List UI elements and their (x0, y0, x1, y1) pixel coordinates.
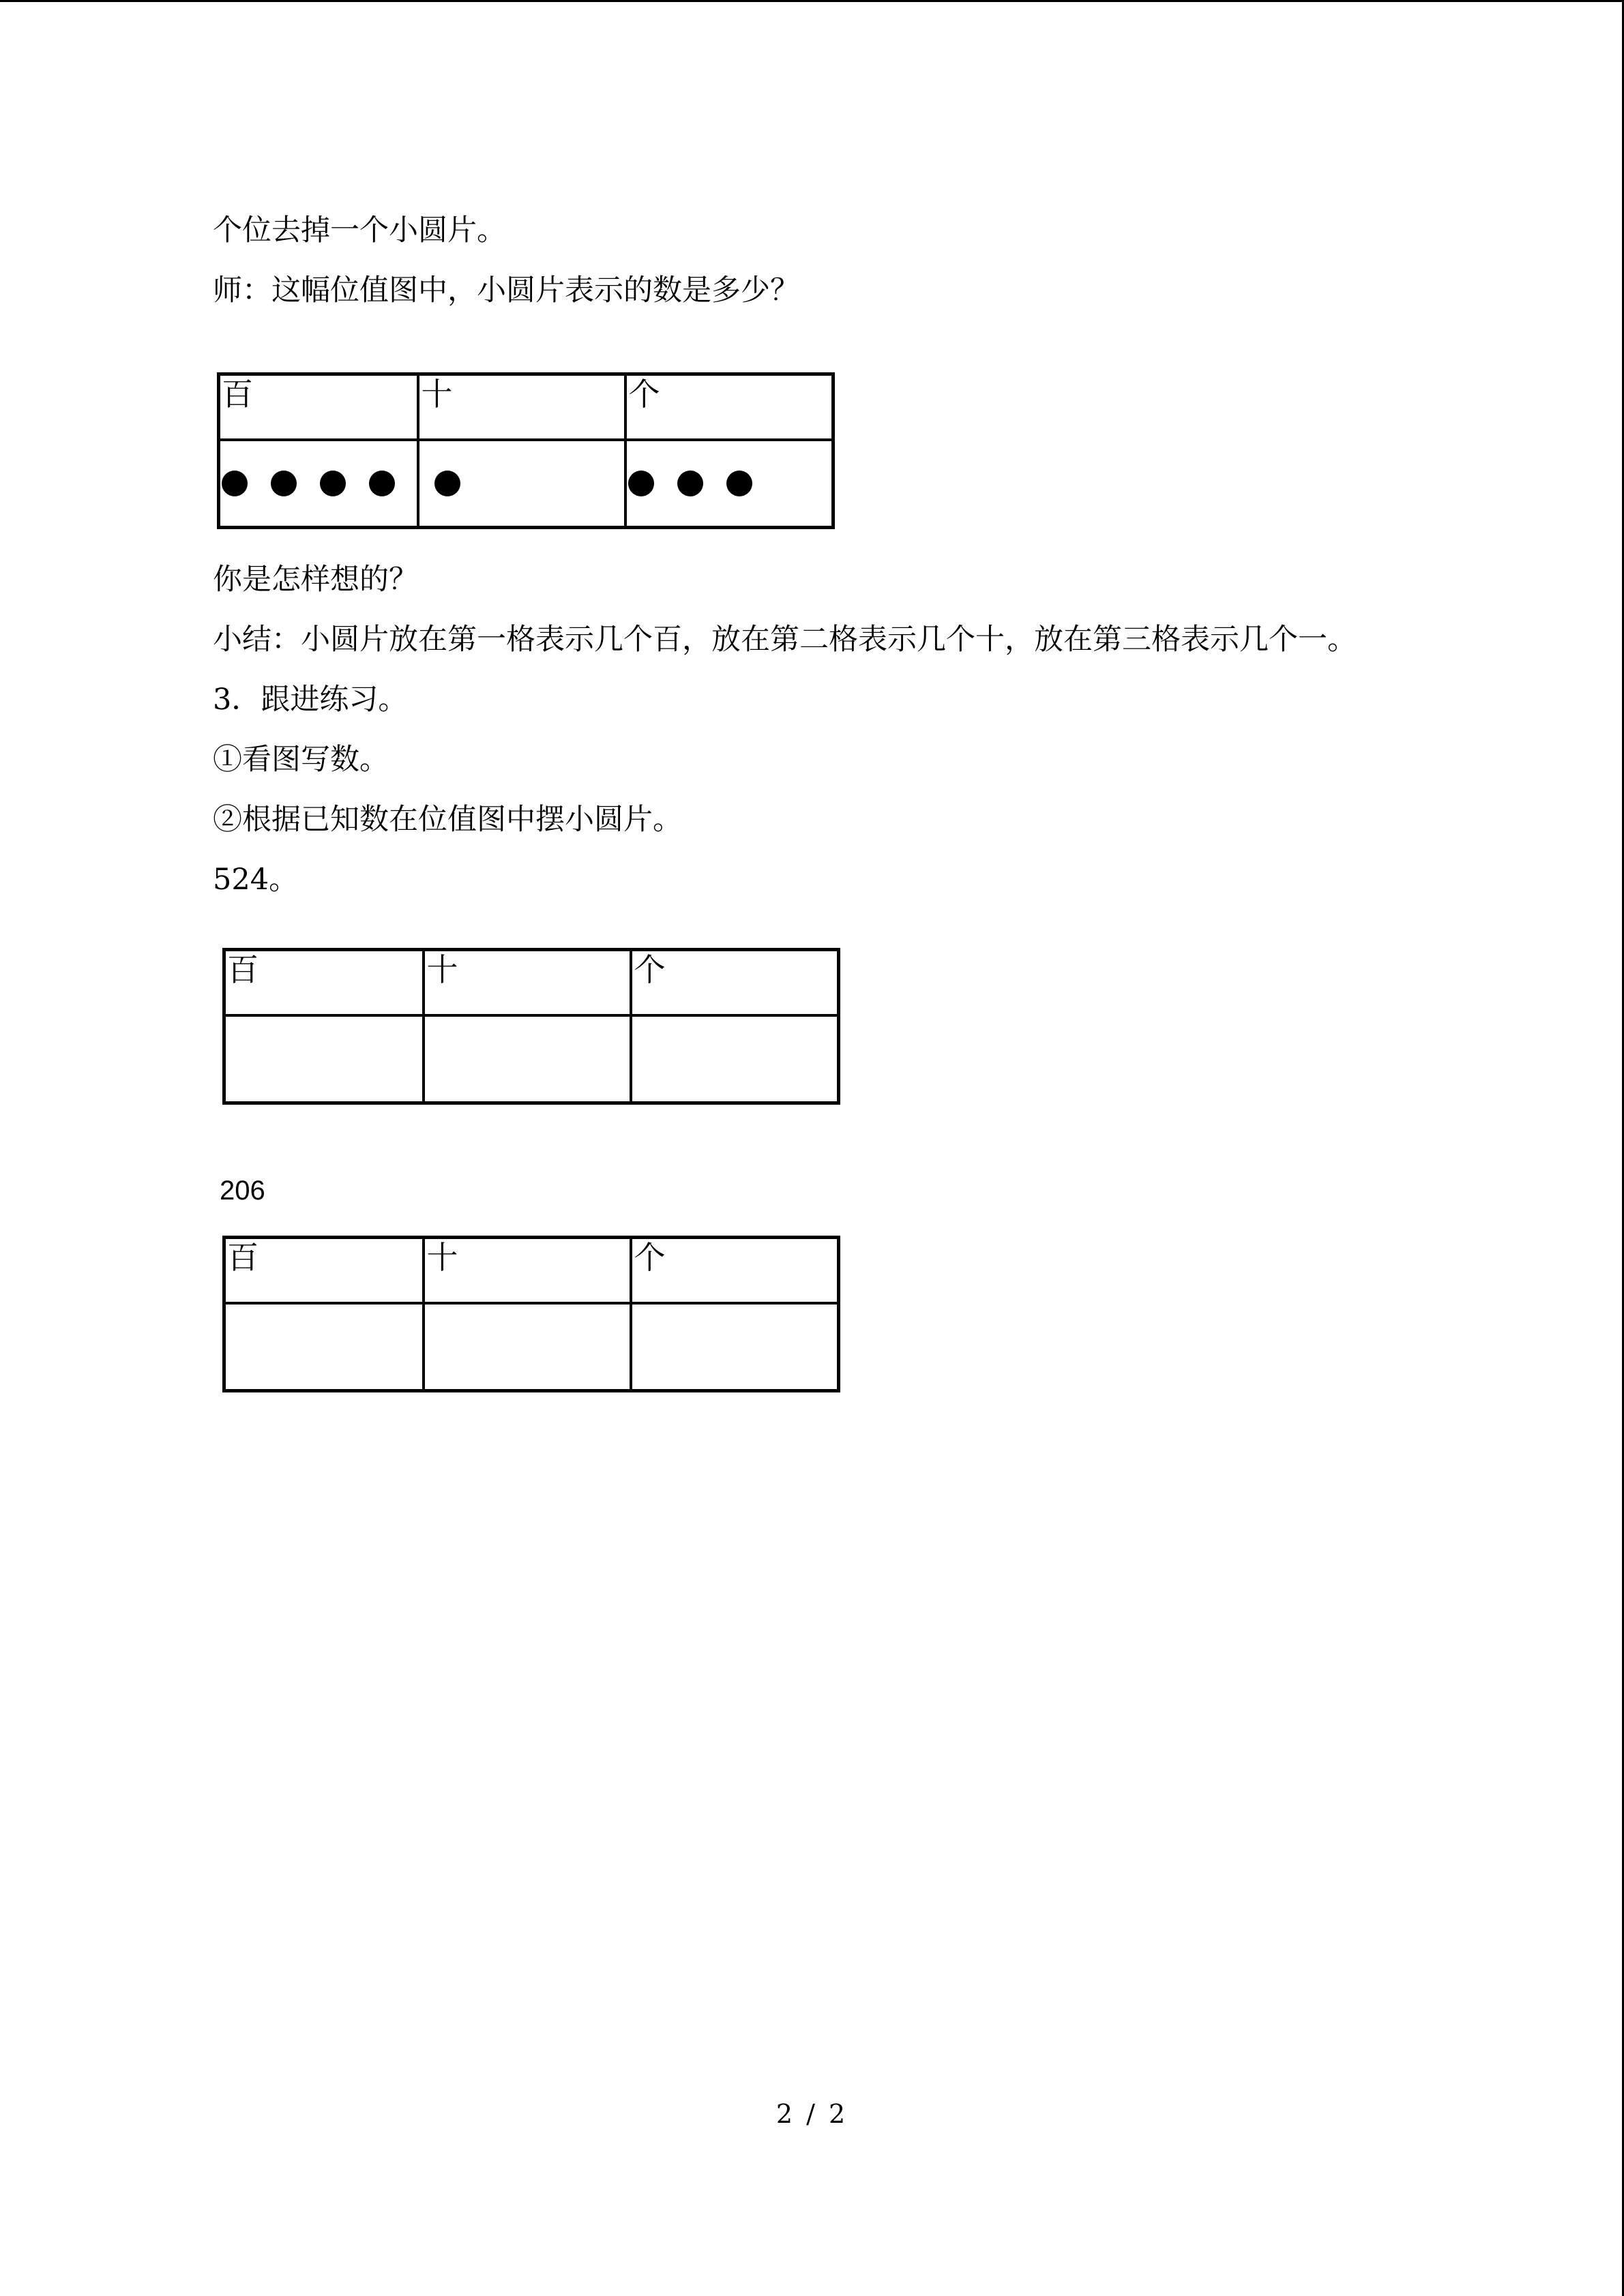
place-value-table-2 (222, 948, 840, 1105)
cell-tens (418, 440, 625, 528)
paragraph-3: 你是怎样想的？ (213, 563, 418, 597)
counter-dot (677, 471, 703, 496)
counter-dot (222, 471, 248, 496)
header-hundreds: 百 (219, 374, 419, 441)
cell-hundreds (224, 1015, 424, 1103)
counter-dot (369, 471, 395, 496)
paragraph-8: 524。 (213, 863, 299, 897)
counter-dot (320, 471, 346, 496)
cell-tens (424, 1303, 631, 1391)
hundreds-dots (220, 471, 417, 496)
tens-dots (419, 471, 624, 496)
cell-hundreds (219, 440, 419, 528)
counter-dot (628, 471, 654, 496)
cell-ones (625, 440, 833, 528)
place-value-table-3 (222, 1236, 840, 1392)
cell-ones (631, 1015, 838, 1103)
counter-dot (271, 471, 297, 496)
header-hundreds: 百 (224, 1238, 424, 1304)
paragraph-1: 个位去掉一个小圆片。 (213, 213, 506, 248)
counter-dot (434, 471, 460, 496)
header-ones: 个 (625, 374, 833, 441)
header-ones: 个 (631, 1238, 838, 1304)
counter-dot (726, 471, 752, 496)
paragraph-6: ①看图写数。 (213, 743, 389, 777)
paragraph-7: ②根据已知数在位值图中摆小圆片。 (213, 803, 682, 837)
page-border-top (0, 0, 1624, 2)
ones-dots (627, 471, 831, 496)
cell-tens (424, 1015, 631, 1103)
paragraph-2: 师：这幅位值图中，小圆片表示的数是多少？ (213, 273, 799, 308)
number-label-206: 206 (220, 1176, 265, 1206)
place-value-table-1 (217, 372, 835, 529)
page-number: 2 / 2 (776, 2099, 848, 2129)
header-tens: 十 (424, 950, 631, 1016)
header-tens: 十 (424, 1238, 631, 1304)
cell-hundreds (224, 1303, 424, 1391)
paragraph-4: 小结：小圆片放在第一格表示几个百，放在第二格表示几个十，放在第三格表示几个一。 (213, 623, 1357, 657)
header-hundreds: 百 (224, 950, 424, 1016)
cell-ones (631, 1303, 838, 1391)
header-tens: 十 (418, 374, 625, 441)
header-ones: 个 (631, 950, 838, 1016)
paragraph-5: 3．跟进练习。 (213, 683, 408, 717)
